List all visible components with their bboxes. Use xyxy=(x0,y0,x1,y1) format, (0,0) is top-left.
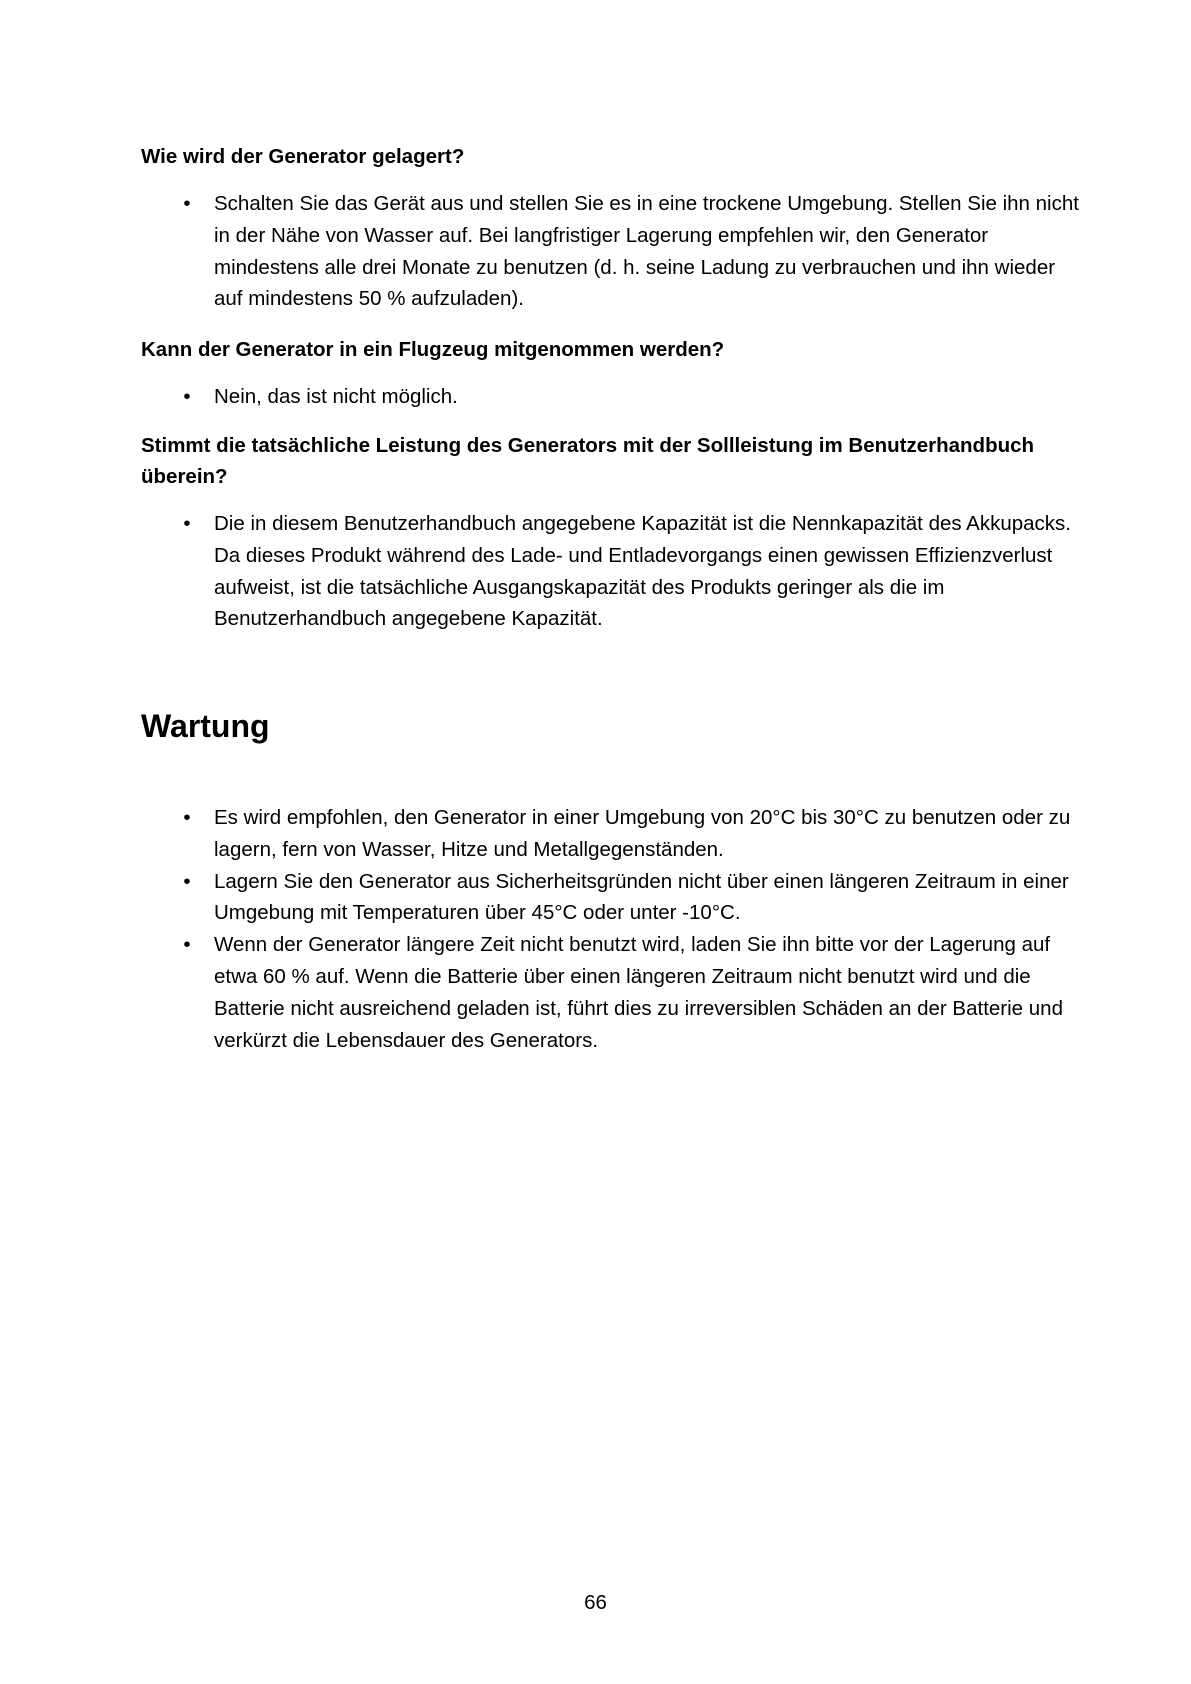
list-item-text: Die in diesem Benutzerhandbuch angegebene Kapazität ist die Nennkapazität des Akkupacks. Da dieses Produkt während des Lade- und Entladevorgangs einen gewissen Effizienzverlust aufweist, ist die tatsächliche Ausgangskapazität des Produkts geringer als die im Benutzerhandbuch angegebene Kapazität. xyxy=(214,512,1072,631)
section-heading-maintenance: Wartung xyxy=(141,708,270,744)
list-item-text: Nein, das ist nicht möglich. xyxy=(214,385,458,408)
faq-question-airplane: Kann der Generator in ein Flugzeug mitgenommen werden? xyxy=(141,338,725,361)
list-item xyxy=(141,381,1081,413)
list-item xyxy=(141,866,1081,930)
list-item xyxy=(141,508,1081,635)
faq-answer-list-airplane xyxy=(141,381,1081,413)
faq-answer-list-storage xyxy=(141,188,1081,315)
list-item-text: Lagern Sie den Generator aus Sicherheitsgründen nicht über einen längeren Zeitraum in einer Umgebung mit Temperaturen über 45°C oder unter -10°C. xyxy=(214,869,1069,925)
page-number: 66 xyxy=(584,1591,607,1614)
maintenance-list xyxy=(141,802,1081,1056)
bullet-icon: • xyxy=(183,385,191,408)
list-item-text: Schalten Sie das Gerät aus und stellen Sie es in eine trockene Umgebung. Stellen Sie ihn nicht in der Nähe von Wasser auf. Bei langfristiger Lagerung empfehlen wir, den Generator mindestens alle drei Monate zu benutzen (d. h. seine Ladung zu verbrauchen und ihn wieder auf mindestens 50 % aufzuladen). xyxy=(214,192,1079,311)
faq-answer-list-capacity xyxy=(141,508,1081,635)
list-item-text: Es wird empfohlen, den Generator in einer Umgebung von 20°C bis 30°C zu benutzen oder zu lagern, fern von Wasser, Hitze und Metallgegenständen. xyxy=(214,806,1071,861)
list-item xyxy=(141,929,1081,1056)
bullet-icon: • xyxy=(183,512,191,535)
bullet-icon: • xyxy=(183,192,191,215)
bullet-icon: • xyxy=(183,933,191,957)
list-item xyxy=(141,802,1081,866)
bullet-icon: • xyxy=(183,806,191,829)
list-item xyxy=(141,188,1081,315)
list-item-text: Wenn der Generator längere Zeit nicht benutzt wird, laden Sie ihn bitte vor der Lagerung auf etwa 60 % auf. Wenn die Batterie über einen längeren Zeitraum nicht benutzt wird und die Batterie nicht ausreichend geladen ist, führt dies zu irreversiblen Schäden an der Batterie und verkürzt die Lebensdauer des Generators. xyxy=(214,933,1063,1052)
faq-question-capacity: Stimmt die tatsächliche Leistung des Generators mit der Sollleistung im Benutzerhandbuch überein? xyxy=(141,434,1035,488)
faq-question-storage: Wie wird der Generator gelagert? xyxy=(141,145,465,168)
bullet-icon: • xyxy=(183,869,191,893)
